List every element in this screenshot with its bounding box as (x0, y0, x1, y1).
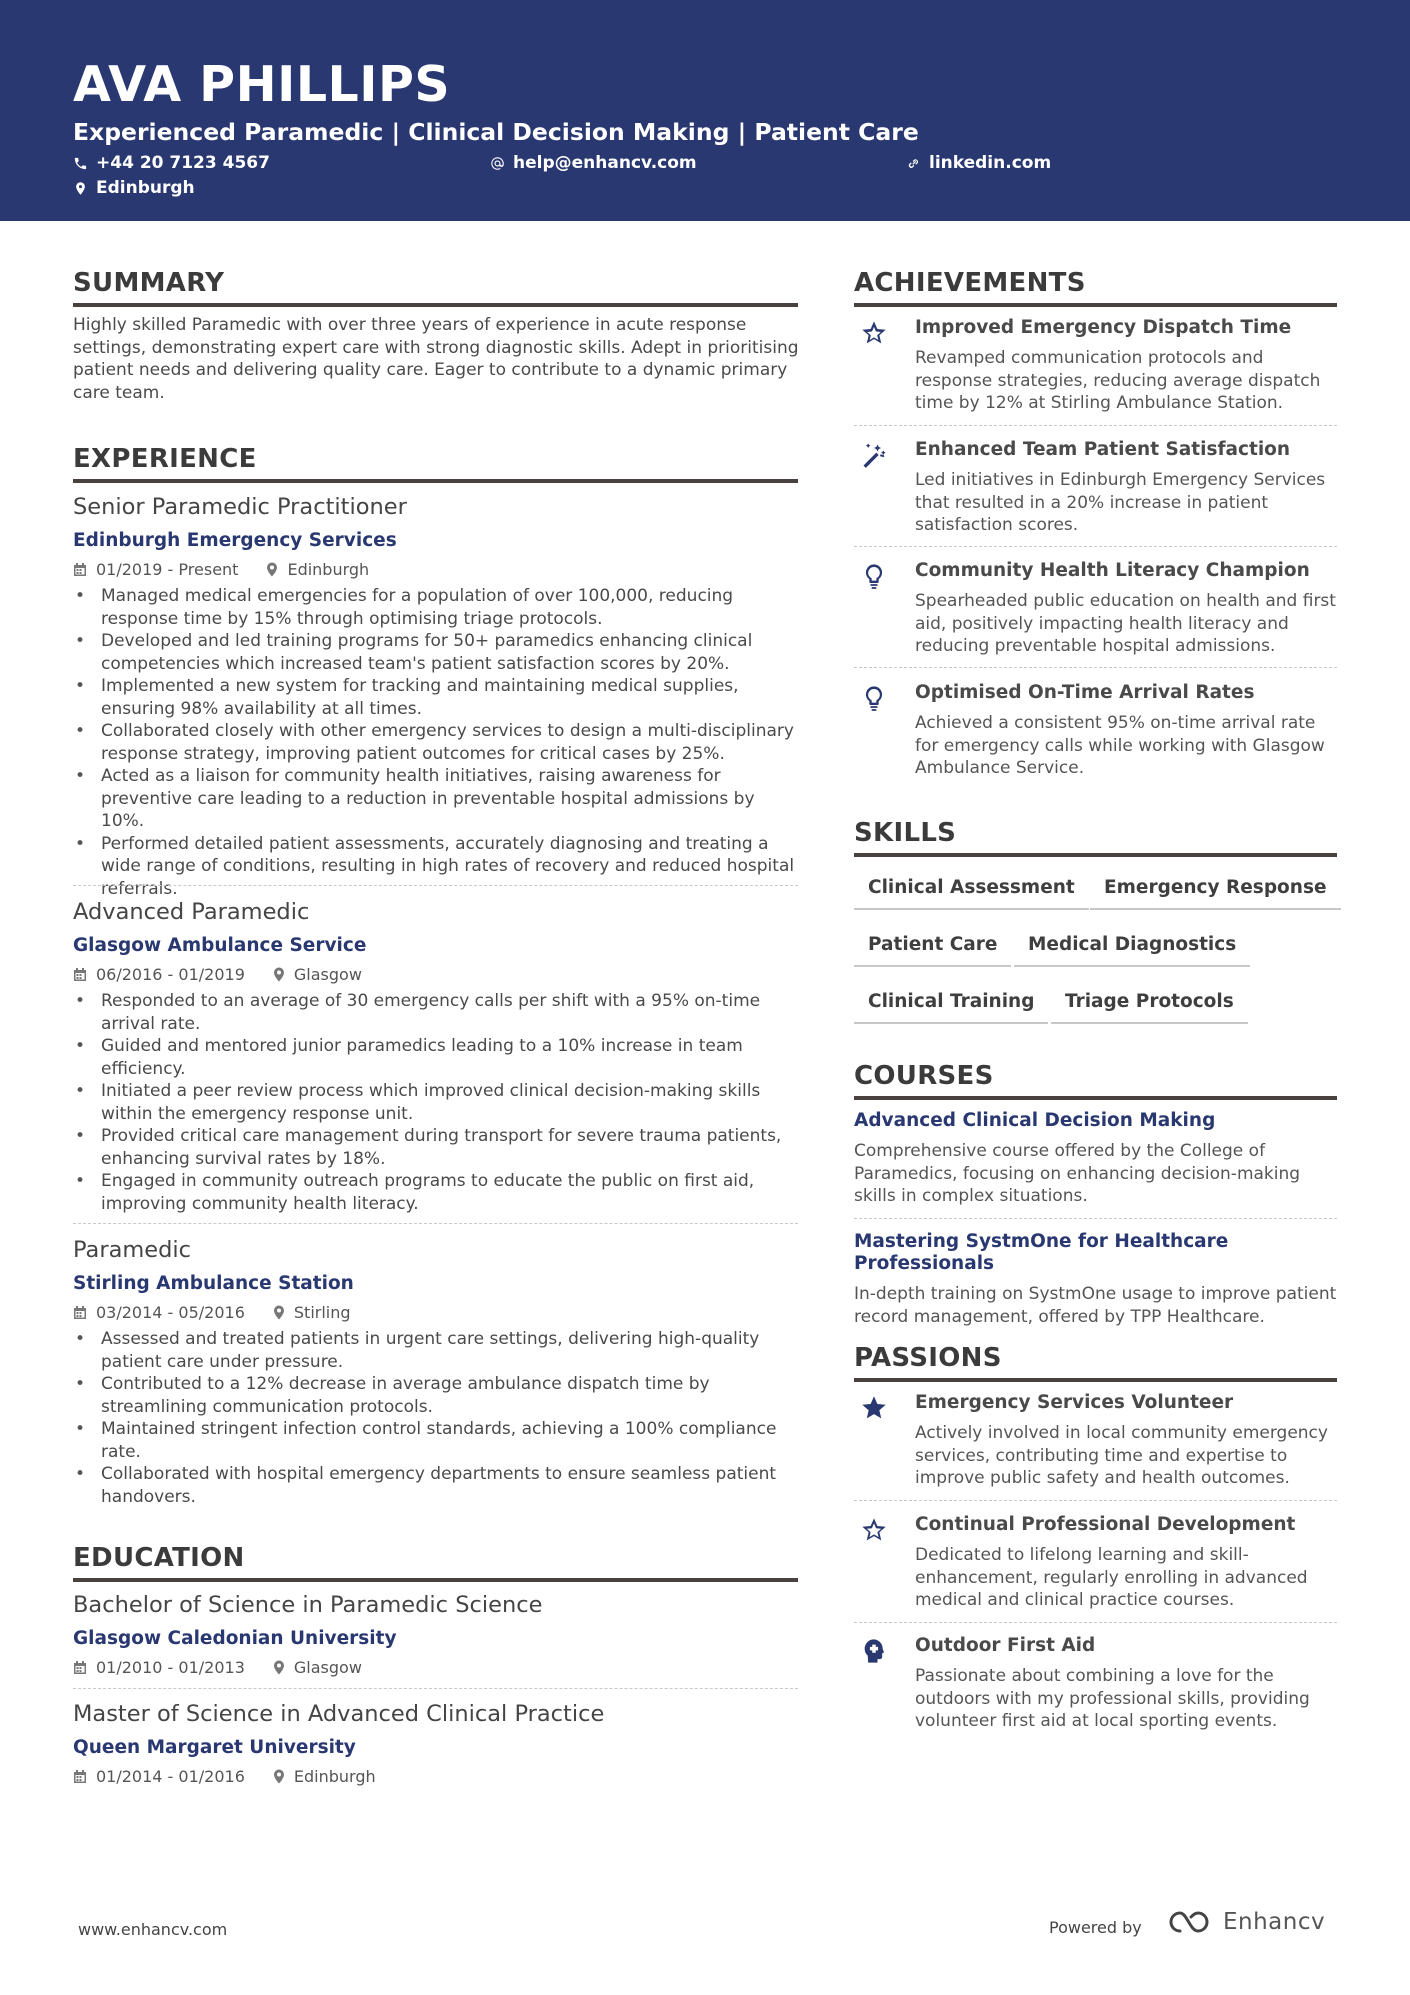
list-item: • Performed detailed patient assessments, accurately diagnosing and treating a wide range of conditions, resulting in high rates of recovery and reduced hospital referrals. (73, 833, 800, 901)
list-item: • Maintained stringent infection control standards, achieving a 100% compliance rate. (73, 1418, 800, 1463)
job-dates: 03/2014 - 05/2016 (96, 1303, 245, 1323)
calendar-icon (73, 1769, 87, 1784)
experience-entry (73, 1237, 800, 1508)
list-item: • Developed and led training programs for 50+ paramedics enhancing clinical competencies which increased team's patient satisfaction scores by 20%. (73, 630, 800, 675)
experience-entry (73, 494, 800, 900)
job-bullets (73, 585, 800, 900)
skill-tag: Triage Protocols (1051, 991, 1248, 1024)
experience-entry (73, 899, 800, 1215)
course-item (854, 1110, 1344, 1208)
achievement-title: Optimised On-Time Arrival Rates (915, 682, 1255, 703)
school-name: Glasgow Caledonian University (73, 1628, 397, 1649)
phone-text: +44 20 7123 4567 (96, 153, 270, 173)
enhancv-brand: Enhancv (1223, 1909, 1326, 1935)
education-location: Glasgow (293, 1658, 362, 1678)
education-dates: 01/2014 - 01/2016 (96, 1767, 245, 1787)
list-item: • Contributed to a 12% decrease in average ambulance dispatch time by streamlining communication protocols. (73, 1373, 800, 1418)
course-desc: Comprehensive course offered by the College of Paramedics, focusing on enhancing decision-making skills in complex situations. (854, 1141, 1301, 1207)
location-pin-icon (73, 181, 88, 196)
enhancv-logo[interactable] (1167, 1908, 1325, 1936)
star-filled-icon (860, 1394, 888, 1422)
course-title: Mastering SystmOne for Healthcare Professionals (854, 1231, 1229, 1275)
school-name: Queen Margaret University (73, 1737, 356, 1758)
lightbulb-icon (860, 562, 888, 590)
list-item: • Acted as a liaison for community health initiatives, raising awareness for preventive care leading to a reduction in preventable hospital admissions by 10%. (73, 765, 800, 833)
skill-tag: Emergency Response (1090, 877, 1341, 910)
resume-header (0, 0, 1410, 221)
at-icon (490, 156, 505, 171)
experience-heading: EXPERIENCE (73, 444, 798, 483)
contact-location (73, 180, 195, 197)
phone-icon (73, 156, 88, 171)
job-location: Stirling (293, 1303, 351, 1323)
calendar-icon (73, 1660, 87, 1675)
degree-title: Bachelor of Science in Paramedic Science (73, 1592, 543, 1618)
job-bullets (73, 1328, 800, 1508)
divider (854, 1500, 1337, 1501)
location-pin-icon (273, 1305, 285, 1320)
achievement-title: Enhanced Team Patient Satisfaction (915, 439, 1291, 460)
star-outline-icon (860, 1516, 888, 1544)
lightbulb-icon (860, 684, 888, 712)
skill-tag: Clinical Assessment (854, 877, 1089, 910)
courses-heading: COURSES (854, 1061, 1337, 1100)
location-pin-icon (266, 562, 278, 577)
location-pin-icon (273, 967, 285, 982)
calendar-icon (73, 1305, 87, 1320)
email-text: help@enhancv.com (513, 153, 697, 173)
summary-heading: SUMMARY (73, 268, 798, 307)
contact-linkedin[interactable] (906, 155, 1051, 172)
job-meta (73, 1303, 800, 1322)
education-dates: 01/2010 - 01/2013 (96, 1658, 245, 1678)
list-item: • Implemented a new system for tracking and maintaining medical supplies, ensuring 98% availability at all times. (73, 675, 800, 720)
divider (854, 667, 1337, 668)
list-item: • Collaborated closely with other emergency services to design a multi-disciplinary response strategy, improving patient outcomes for critical cases by 25%. (73, 720, 800, 765)
achievement-item (854, 560, 1337, 658)
divider (73, 1688, 798, 1689)
job-meta (73, 560, 800, 579)
achievement-desc: Spearheaded public education on health and first aid, positively impacting health literacy and reducing preventable hospital admissions. (915, 591, 1336, 657)
education-heading: EDUCATION (73, 1543, 798, 1582)
link-icon (906, 156, 921, 171)
list-item: • Guided and mentored junior paramedics leading to a 10% increase in team efficiency. (73, 1035, 800, 1080)
skill-tag: Medical Diagnostics (1014, 934, 1250, 967)
achievement-item (854, 439, 1337, 537)
contact-phone (73, 155, 270, 172)
job-company: Glasgow Ambulance Service (73, 935, 367, 956)
achievement-title: Improved Emergency Dispatch Time (915, 317, 1292, 338)
divider (73, 885, 798, 886)
location-pin-icon (273, 1769, 285, 1784)
course-item (854, 1231, 1344, 1328)
calendar-icon (73, 967, 87, 982)
skills-heading: SKILLS (854, 818, 1337, 857)
achievement-desc: Led initiatives in Edinburgh Emergency Services that resulted in a 20% increase in patient satisfaction scores. (915, 470, 1326, 536)
course-desc: In-depth training on SystmOne usage to improve patient record management, offered by TPP Healthcare. (854, 1284, 1337, 1327)
passion-desc: Dedicated to lifelong learning and skill-enhancement, regularly enrolling in advanced medical and clinical practice courses. (915, 1545, 1308, 1611)
location-text: Edinburgh (96, 178, 195, 198)
job-location: Glasgow (293, 965, 362, 985)
passion-desc: Passionate about combining a love for the outdoors with my professional skills, providing volunteer first aid at local sporting events. (915, 1666, 1310, 1732)
education-meta (73, 1658, 800, 1677)
course-title: Advanced Clinical Decision Making (854, 1110, 1216, 1131)
achievement-desc: Revamped communication protocols and response strategies, reducing average dispatch time by 12% at Stirling Ambulance Station. (915, 348, 1321, 414)
calendar-icon (73, 562, 87, 577)
star-outline-icon (860, 319, 888, 347)
achievement-title: Community Health Literacy Champion (915, 560, 1310, 581)
achievement-item (854, 682, 1337, 780)
education-entry (73, 1701, 800, 1786)
job-bullets (73, 990, 800, 1215)
passion-title: Continual Professional Development (915, 1514, 1296, 1535)
job-title: Advanced Paramedic (73, 899, 310, 925)
divider (73, 1223, 798, 1224)
passion-title: Outdoor First Aid (915, 1635, 1096, 1656)
passion-desc: Actively involved in local community emergency services, contributing time and expertise to improve public safety and health outcomes. (915, 1423, 1328, 1489)
passion-title: Emergency Services Volunteer (915, 1392, 1234, 1413)
footer-website[interactable]: www.enhancv.com (78, 1920, 228, 1939)
job-title: Paramedic (73, 1237, 192, 1263)
divider (854, 546, 1337, 547)
achievements-heading: ACHIEVEMENTS (854, 268, 1337, 307)
footer-powered-by: Powered by (1049, 1918, 1142, 1937)
list-item: • Initiated a peer review process which improved clinical decision-making skills within the emergency response unit. (73, 1080, 800, 1125)
job-company: Stirling Ambulance Station (73, 1273, 354, 1294)
degree-title: Master of Science in Advanced Clinical Practice (73, 1701, 605, 1727)
list-item: • Provided critical care management during transport for severe trauma patients, enhancing survival rates by 18%. (73, 1125, 800, 1170)
list-item: • Engaged in community outreach programs to educate the public on first aid, improving community health literacy. (73, 1170, 800, 1215)
job-dates: 01/2019 - Present (96, 560, 239, 580)
candidate-headline: Experienced Paramedic | Clinical Decision Making | Patient Care (73, 118, 919, 146)
achievement-desc: Achieved a consistent 95% on-time arrival rate for emergency calls while working with Glasgow Ambulance Service. (915, 713, 1325, 779)
candidate-name: AVA PHILLIPS (73, 56, 451, 113)
job-location: Edinburgh (287, 560, 370, 580)
education-meta (73, 1767, 800, 1786)
summary-text: Highly skilled Paramedic with over three years of experience in acute response settings, demonstrating expert care with strong diagnostic skills. Adept in prioritising patient needs and delivering quality care. Eager to contribute to a dynamic primary care team. (73, 315, 799, 403)
passion-item (854, 1514, 1337, 1612)
enhancv-logo-icon (1167, 1908, 1215, 1936)
education-location: Edinburgh (293, 1767, 376, 1787)
passions-heading: PASSIONS (854, 1343, 1337, 1382)
list-item: • Assessed and treated patients in urgent care settings, delivering high-quality patient care under pressure. (73, 1328, 800, 1373)
list-item: • Managed medical emergencies for a population of over 100,000, reducing response time by 15% through optimising triage protocols. (73, 585, 800, 630)
job-dates: 06/2016 - 01/2019 (96, 965, 245, 985)
magic-wand-icon (860, 441, 888, 469)
divider (854, 1218, 1337, 1219)
contact-email[interactable] (490, 155, 697, 172)
head-brain-icon (860, 1637, 888, 1665)
education-entry (73, 1592, 800, 1677)
skill-tag: Patient Care (854, 934, 1011, 967)
divider (854, 425, 1337, 426)
list-item: • Collaborated with hospital emergency departments to ensure seamless patient handovers. (73, 1463, 800, 1508)
skill-tag: Clinical Training (854, 991, 1048, 1024)
passion-item (854, 1392, 1337, 1490)
divider (854, 1622, 1337, 1623)
achievement-item (854, 317, 1337, 415)
job-meta (73, 965, 800, 984)
job-title: Senior Paramedic Practitioner (73, 494, 407, 520)
list-item: • Responded to an average of 30 emergency calls per shift with a 95% on-time arrival rate. (73, 990, 800, 1035)
passion-item (854, 1635, 1337, 1733)
linkedin-text: linkedin.com (929, 153, 1052, 173)
location-pin-icon (273, 1660, 285, 1675)
job-company: Edinburgh Emergency Services (73, 530, 397, 551)
